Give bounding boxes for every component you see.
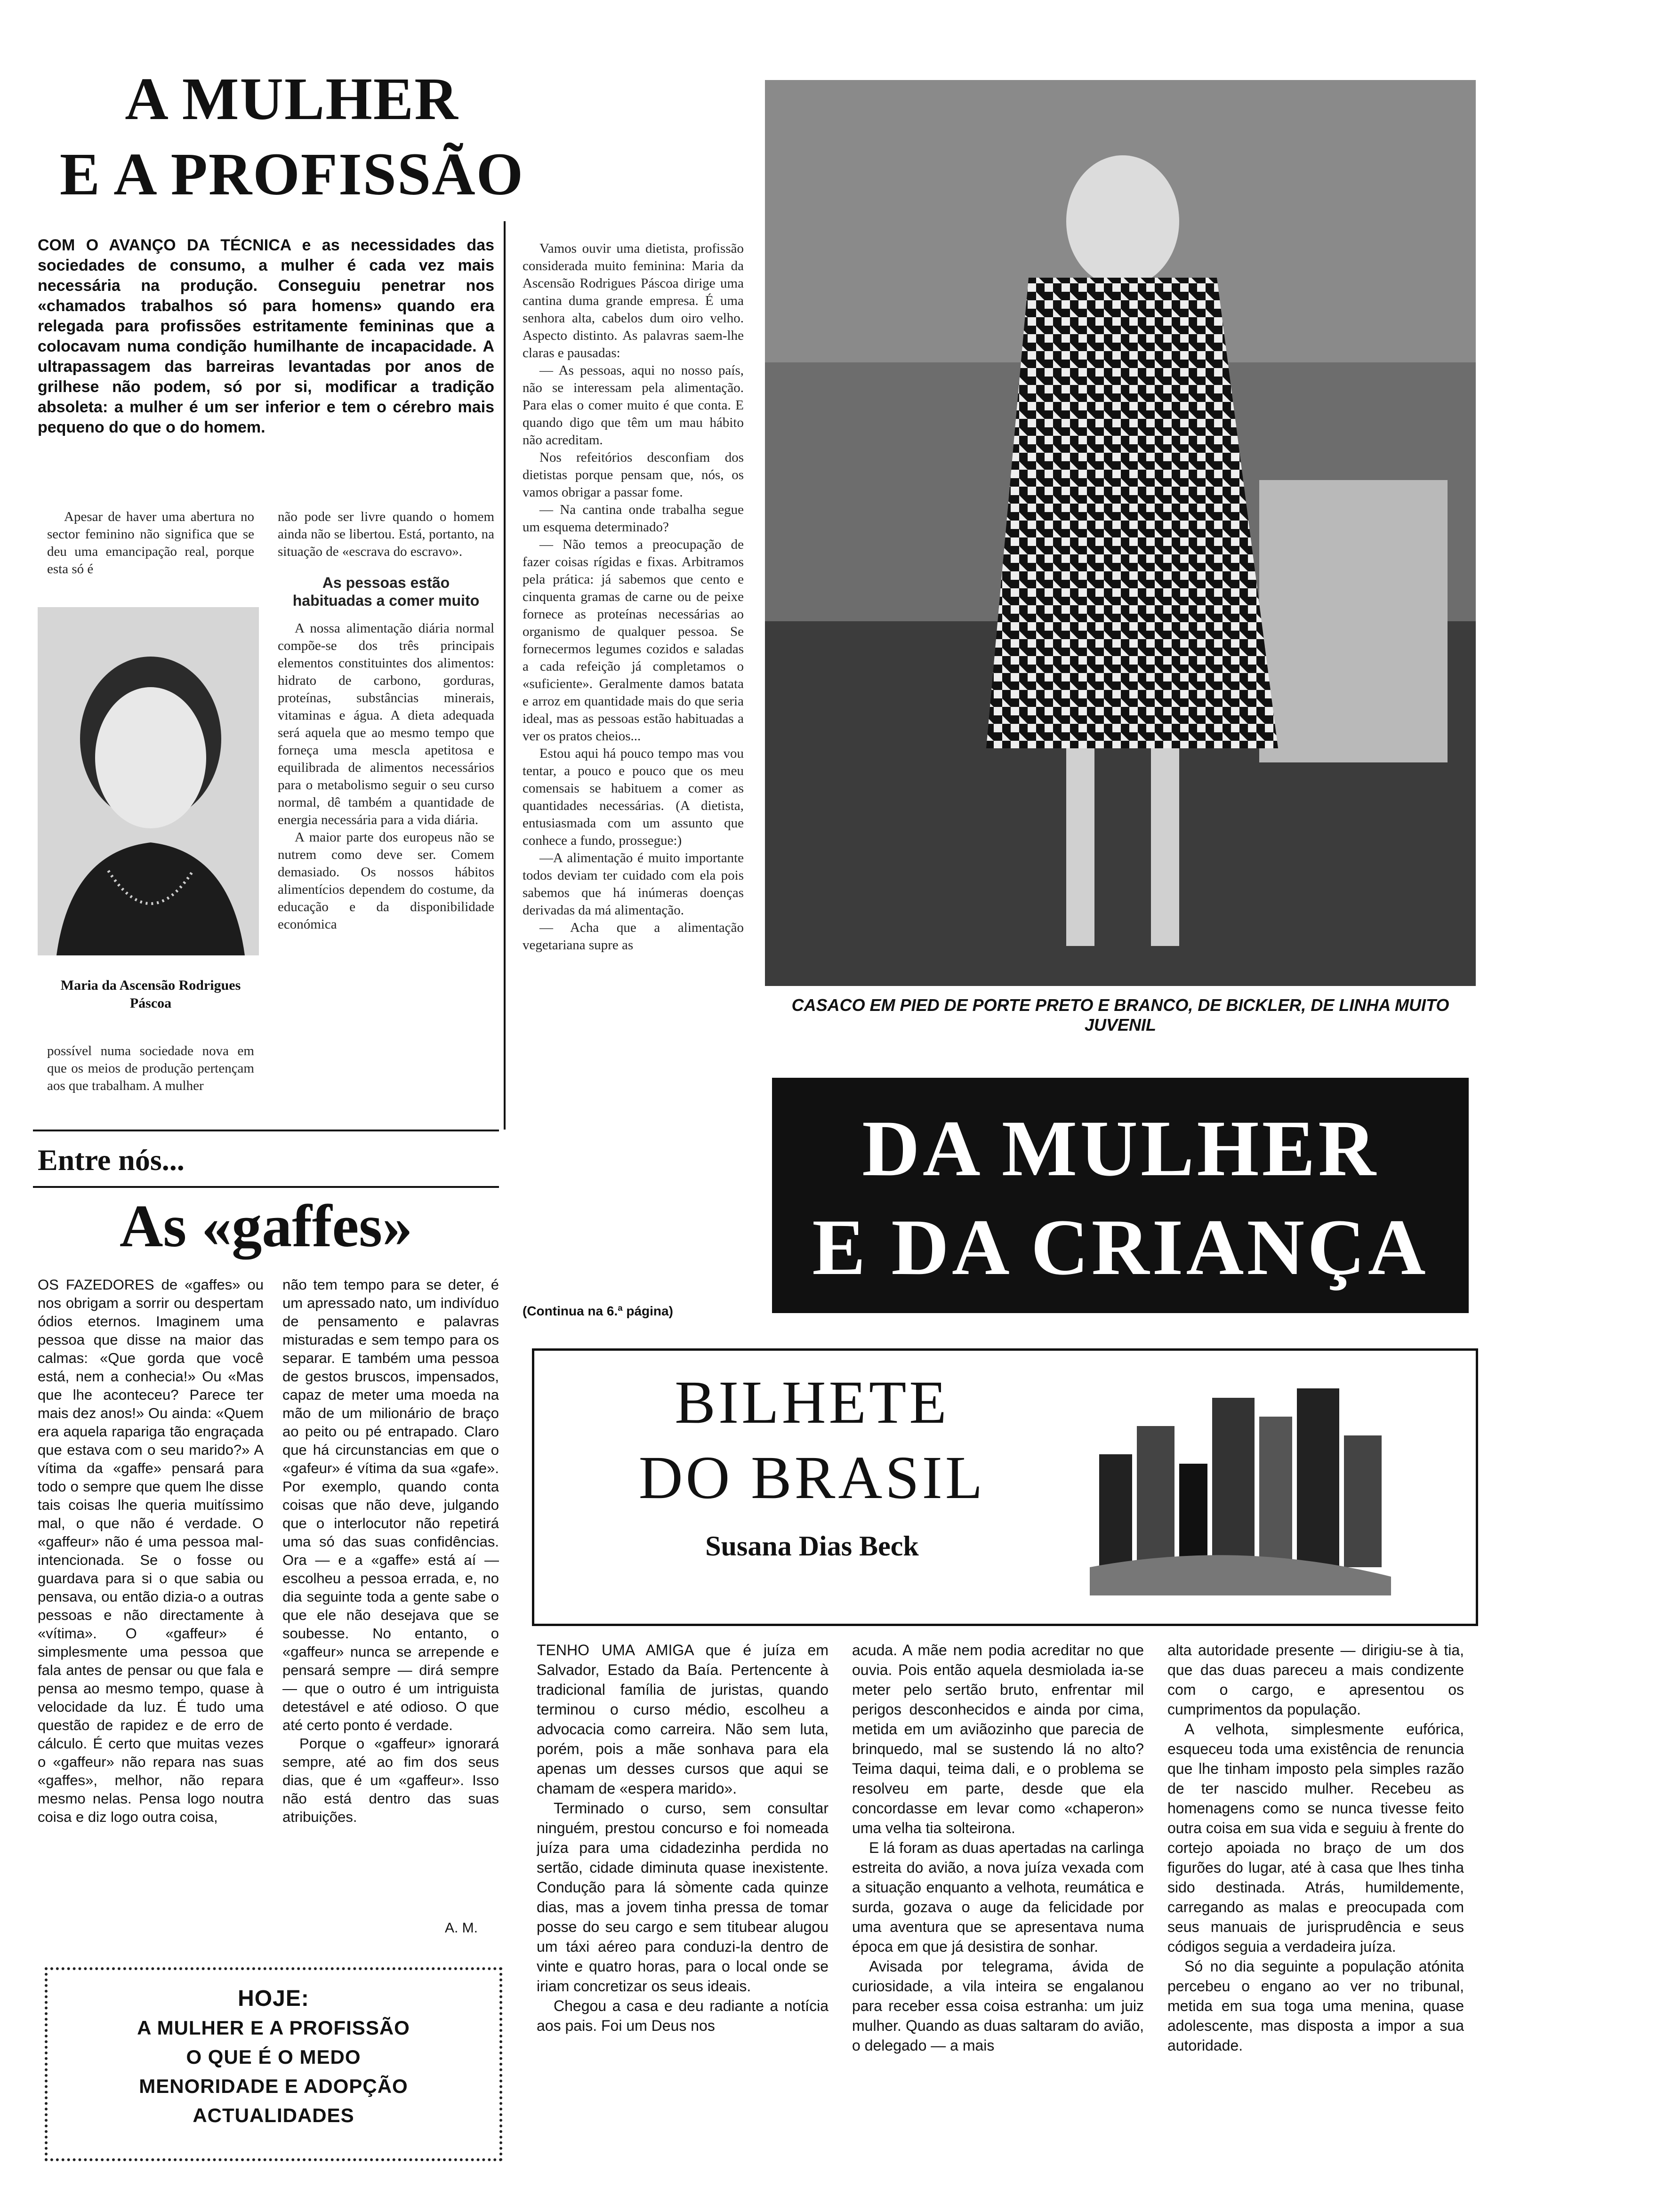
kicker-rule bbox=[33, 1186, 499, 1188]
hoje-item: A MULHER E A PROFISSÃO bbox=[137, 2017, 410, 2039]
bilhete-title-2: DO BRASIL bbox=[638, 1444, 986, 1512]
portrait-photo bbox=[38, 607, 259, 955]
subhead-pessoas: As pessoas estão habituadas a comer muito bbox=[292, 574, 480, 609]
portrait-caption: Maria da Ascensão Rodrigues Páscoa bbox=[60, 978, 241, 1011]
headline-line-2: E A PROFISSÃO bbox=[59, 141, 524, 208]
headline-line-1: A MULHER bbox=[125, 65, 459, 132]
paragraph: Avisada por telegrama, ávida de curiosidade, a vila inteira se engalanou para receber essa coisa estranha: um juiz mulher. Quando as duas saltaram do avião, o delegado — a mais bbox=[852, 1958, 1144, 2054]
paragraph: A velhota, simplesmente eufórica, esqueceu toda uma existência de renuncia que lhe tinham imposto pela simples razão de ter nascido mulher. Recebeu as homenagens como se nunca tivesse feito outra coisa em sua vida e seguiu à frente do cortejo apoiada no braço de um dos figurões do lugar, até à casa que lhes tinha sido destinada. Atrás, humildemente, carregando as malas e preocupada com seus manuais de jurisprudência e seus códigos seguia a verdadeira juíza. bbox=[1167, 1721, 1464, 1955]
paragraph: A nossa alimentação diária normal compõe-se dos três principais elementos constituintes dos alimentos: hidrato de carbono, gorduras, proteínas, substâncias minerais, vitaminas e água. A dieta adequada será aquela que ao mesmo tempo que forneça uma mescla apetitosa e equilibrada de alimentos necessários para o metabolismo seguir o seu curso normal, dê também a quantidade de energia necessária para a vida diária. bbox=[278, 621, 494, 827]
paragraph: Vamos ouvir uma dietista, profissão considerada muito feminina: Maria da Ascensão Rodrigues Páscoa dirige uma cantina duma grande empresa. É uma senhora alta, cabelos dum oiro velho. Aspecto distinto. As palavras saem-lhe claras e pausadas: bbox=[523, 241, 744, 361]
paragraph: acuda. A mãe nem podia acreditar no que ouvia. Pois então aquela desmiolada ia-se meter pelo sertão bruto, enfrentar mil perigos desconhecidos e ainda por cima, metida em um aviãozinho que parecia de brinquedo, mal se sustendo lá no alto? Teima daqui, teima dali, e o problema se resolveu em parte, desde que ela concordasse em levar como «chaperon» uma velha tia solteirona. bbox=[852, 1642, 1144, 1836]
paragraph: não pode ser livre quando o homem ainda não se libertou. Está, portanto, na situação de «escrava do escravo». bbox=[278, 509, 494, 559]
mulher-col3 bbox=[523, 240, 744, 1308]
hoje-box bbox=[45, 1967, 502, 2161]
paragraph: E lá foram as duas apertadas na carlinga estreita do avião, a nova juíza vexada com a situação enquanto a velhota, reumática e surda, gozava o auge da felicidade por uma aventura que se apresentava numa época em que já desistira de sonhar. bbox=[852, 1839, 1144, 1955]
section-logo-line1: DA MULHER bbox=[862, 1104, 1379, 1193]
paragraph: —A alimentação é muito importante todos deviam ter cuidado com ela pois sabemos que há inúmeras doenças derivadas da má alimentação. bbox=[523, 850, 744, 918]
paragraph: Nos refeitórios desconfiam dos dietistas porque pensam que, nós, os vamos obrigar a passar fome. bbox=[523, 450, 744, 500]
bilhete-col1 bbox=[537, 1640, 828, 2210]
fashion-photo bbox=[765, 80, 1476, 986]
bilhete-title-1: BILHETE bbox=[675, 1369, 949, 1436]
photo-caption: CASACO EM PIED DE PORTE PRETO E BRANCO, DE BICKLER, DE LINHA MUITO JUVENIL bbox=[791, 995, 1449, 1034]
mulher-col1-bottom bbox=[47, 1042, 254, 1118]
hoje-item: MENORIDADE E ADOPÇÃO bbox=[139, 2075, 408, 2097]
continua-note: (Continua na 6.ª página) bbox=[523, 1304, 673, 1318]
paragraph: — As pessoas, aqui no nosso país, não se interessam pela alimentação. Para elas o comer muito é que conta. E quando digo que têm um mau hábito não acreditam. bbox=[523, 363, 744, 448]
paragraph: Terminado o curso, sem consultar ninguém, prestou concurso e foi nomeada juíza para uma cidadezinha perdida no sertão, cidade diminuta quase inexistente. Condução para lá sòmente cada quinze dias, mas a jovem tinha pressa de tomar posse do seu cargo e sem titubear alugou um táxi aéreo para conduzi-la dentro de vinte e quatro horas, para o local onde se iriam concretizar os seus ideais. bbox=[537, 1800, 828, 1995]
gaffes-kicker: Entre nós... bbox=[38, 1143, 185, 1177]
section-logo-line2: E DA CRIANÇA bbox=[812, 1203, 1429, 1291]
paragraph: Estou aqui há pouco tempo mas vou tentar, a pouco e pouco que os meu comensais se habituem a comer as quantidades necessárias. (A dietista, entusiasmada com um assunto que conhece a fundo, prossegue:) bbox=[523, 746, 744, 848]
city-skyline-illustration bbox=[1090, 1370, 1391, 1595]
paragraph: OS FAZEDORES de «gaffes» ou nos obrigam a sorrir ou despertam ódios eternos. Imaginem uma pessoa que disse na maior das calmas: «Que gorda que você está, nem a conhecia!» Ou «Mas que lhe aconteceu? Parece ter mais dez anos!» Ou ainda: «Quem era aquela rapariga tão engraçada que estava com o seu marido?» A vítima da «gaffe» pensará para todo o sempre que quem lhe disse tais coisas lhe queria muitíssimo mal, o que não é verdade. O «gaffeur» não é uma pessoa mal-intencionada. Se o fosse ou guardava para si o que sabia ou pensava, ou então dizia-o a outras pessoas e não directamente à «vítima». O «gaffeur» é simplesmente uma pessoa que fala antes de pensar ou que fala e pensa ao mesmo tempo, quase à velocidade da luz. É tudo uma questão de rapidez e de erro de cálculo. É certo que muitas vezes o «gaffeur» não repara nas suas «gaffes», melhor, não repara mesmo nelas. Pensa logo noutra coisa e diz logo outra coisa, bbox=[38, 1276, 264, 1825]
paragraph: Apesar de haver uma abertura no sector feminino não significa que se deu uma emancipação real, porque esta só é bbox=[47, 509, 254, 577]
paragraph: Porque o «gaffeur» ignorará sempre, até ao fim dos seus dias, que é um «gaffeur». Isso não está dentro das suas atribuições. bbox=[282, 1735, 499, 1825]
hoje-item: ACTUALIDADES bbox=[193, 2104, 354, 2126]
paragraph: A maior parte dos europeus não se nutrem como deve ser. Comem demasiado. Os nossos hábitos alimentícios dependem do costume, da educação e da disponibilidade económica bbox=[278, 830, 494, 932]
bilhete-box bbox=[532, 1348, 1478, 1626]
section-logo bbox=[772, 1078, 1469, 1313]
paragraph: possível numa sociedade nova em que os meios de produção pertençam aos que trabalham. A mulher bbox=[47, 1043, 254, 1093]
paragraph: não tem tempo para se deter, é um apressado nato, um indivíduo de pensamento e palavras misturadas e sem tempo para os separar. E também uma pessoa de gestos bruscos, impensados, capaz de meter uma moeda na mão de um milionário de braço ao peito ou pé entrapado. Claro que há circunstancias em que o «gafeur» é vítima da sua «gafe». Por exemplo, quando conta coisas que não deve, julgando que o interlocutor não repetirá uma só das suas confidências. Ora — e a «gaffe» está aí — escolheu a pessoa errada, e, no dia seguinte toda a gente sabe o que ele não desejava que se soubesse. No entanto, o «gaffeur» nunca se arrepende e pensará sempre — dirá sempre — que o outro é um intriguista detestável e até odioso. O que até certo ponto é verdade. bbox=[282, 1276, 499, 1733]
paragraph: — Na cantina onde trabalha segue um esquema determinado? bbox=[523, 502, 744, 535]
intro-paragraph bbox=[38, 235, 494, 438]
paragraph: — Acha que a alimentação vegetariana supre as bbox=[523, 920, 744, 953]
paragraph: Só no dia seguinte a população atónita percebeu o engano ao ver no tribunal, metida em sua toga uma menina, quase adolescente, mas disposta a impor a sua autoridade. bbox=[1167, 1958, 1464, 2054]
gaffes-col1 bbox=[38, 1275, 264, 1944]
hoje-item: O QUE É O MEDO bbox=[186, 2046, 361, 2068]
gaffes-col2 bbox=[282, 1275, 499, 1925]
bilhete-col2 bbox=[852, 1640, 1144, 2210]
paragraph: — Não temos a preocupação de fazer coisas rígidas e fixas. Arbitramos pela prática: já sabemos que cento e cinquenta gramas de carne ou de peixe fornece as proteínas necessárias ao organismo de qualquer pessoa. Se fornecermos legumes cozidos e saladas a cada refeição já completamos o «suficiente». Geralmente damos batata e arroz em quantidade mais do que seria ideal, mas as pessoas estão habituadas a ver os pratos cheios... bbox=[523, 537, 744, 744]
gaffes-signature: A. M. bbox=[444, 1920, 478, 1936]
paragraph: alta autoridade presente — dirigiu-se à tia, que das duas pareceu a mais condizente com o cargo, e apresentou os cumprimentos da população. bbox=[1167, 1642, 1464, 1718]
hoje-title: HOJE: bbox=[238, 1986, 309, 2011]
bilhete-col3 bbox=[1167, 1640, 1464, 2210]
column-rule bbox=[504, 221, 506, 1130]
paragraph: Chegou a casa e deu radiante a notícia aos pais. Foi um Deus nos bbox=[537, 1997, 828, 2034]
bilhete-author: Susana Dias Beck bbox=[705, 1531, 919, 1562]
mulher-col2 bbox=[278, 508, 494, 1120]
intro-text: e as necessidades das sociedades de consumo, a mulher é cada vez mais necessária na produção. Conseguiu penetrar nos «chamados trabalhos só para homens» quando era relegada para profissões estritamente femininas que a colocavam numa condição humilhante de incapacidade. A ultrapassagem das barreiras levantadas por anos de grilhese não podem, só por si, modificar a tradição absoleta: a mulher é um ser inferior e tem o cérebro mais pequeno do que o do homem. bbox=[38, 236, 494, 436]
mulher-col1-top bbox=[47, 508, 254, 598]
gaffes-title: As «gaffes» bbox=[119, 1193, 413, 1259]
intro-lead: COM O AVANÇO DA TÉCNICA bbox=[38, 236, 291, 254]
section-rule bbox=[33, 1130, 499, 1131]
paragraph: TENHO UMA AMIGA que é juíza em Salvador, Estado da Baía. Pertencente à tradicional família de juristas, quando terminou o curso médio, escolheu a advocacia como carreira. Não sem luta, porém, pois a mãe sonhava para ela apenas um desses cursos que aqui se chamam de «espera marido». bbox=[537, 1642, 828, 1797]
